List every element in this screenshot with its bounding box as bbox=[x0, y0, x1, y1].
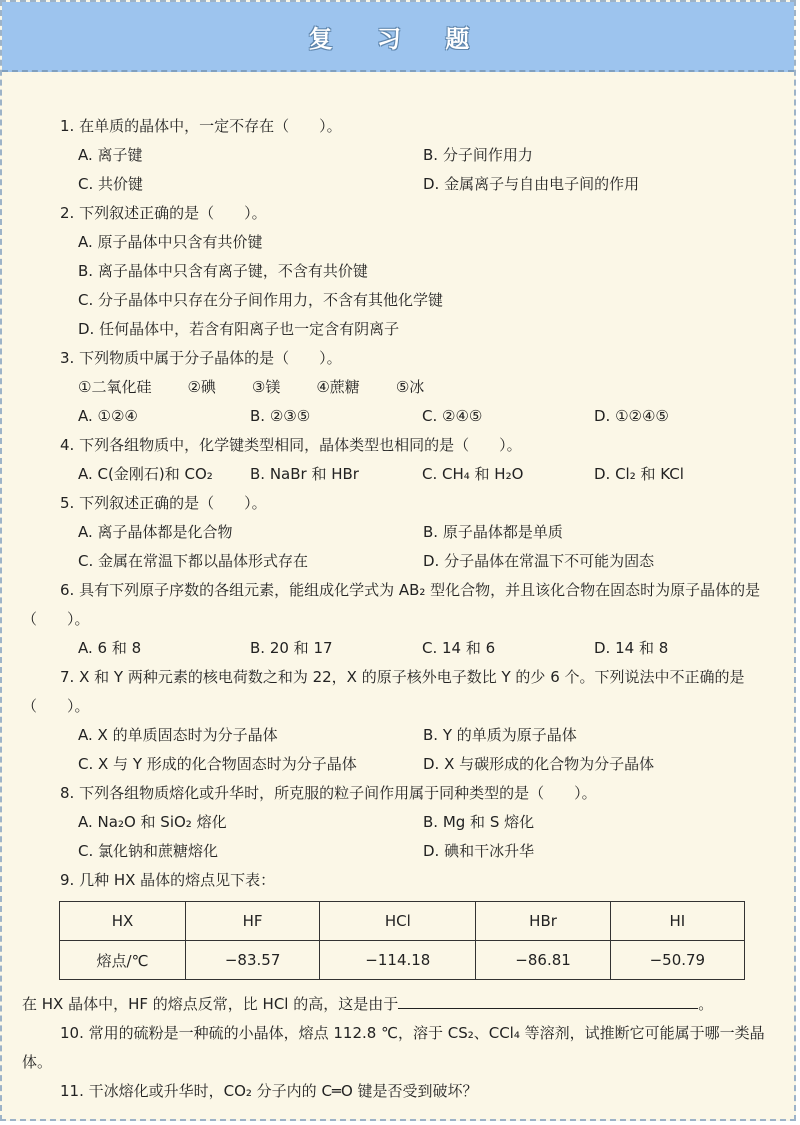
table-cell: −114.18 bbox=[320, 941, 476, 980]
item: ①二氧化硅 bbox=[78, 378, 152, 396]
option: A. 原子晶体中只含有共价键 bbox=[78, 233, 263, 251]
option: B. 原子晶体都是单质 bbox=[423, 523, 563, 541]
option: B. 离子晶体中只含有离子键，不含有共价键 bbox=[78, 262, 368, 280]
option: C. 氯化钠和蔗糖熔化 bbox=[78, 842, 219, 860]
option: B. 20 和 17 bbox=[250, 639, 333, 657]
item: ②碘 bbox=[187, 378, 216, 396]
item: ④蔗糖 bbox=[316, 378, 360, 396]
question-4: 4. 下列各组物质中，化学键类型相同，晶体类型也相同的是（ ）。 bbox=[60, 436, 522, 454]
option: B. NaBr 和 HBr bbox=[250, 465, 359, 483]
option: D. Cl₂ 和 KCl bbox=[594, 465, 684, 483]
question-4-options bbox=[22, 460, 782, 489]
table-cell: HF bbox=[185, 902, 319, 941]
question-7-options bbox=[22, 750, 782, 779]
question-8-options bbox=[22, 808, 782, 837]
question-10: 10. 常用的硫粉是一种硫的小晶体，熔点 112.8 ℃，溶于 CS₂、CCl₄ 等溶剂，试推断它可能属于哪一类晶体。 bbox=[22, 1024, 765, 1071]
option: C. X 与 Y 形成的化合物固态时为分子晶体 bbox=[78, 755, 357, 773]
question-8: 8. 下列各组物质熔化或升华时，所克服的粒子间作用属于同种类型的是（ ）。 bbox=[60, 784, 597, 802]
question-2: 2. 下列叙述正确的是（ ）。 bbox=[60, 204, 267, 222]
question-9-end: 。 bbox=[698, 995, 714, 1013]
title-banner bbox=[2, 2, 794, 72]
question-1-options bbox=[22, 170, 782, 199]
question-3-items bbox=[22, 373, 782, 402]
table-cell: −83.57 bbox=[185, 941, 319, 980]
question-7: 7. X 和 Y 两种元素的核电荷数之和为 22，X 的原子核外电子数比 Y 的少 6 个。下列说法中不正确的是（ ）。 bbox=[22, 668, 745, 715]
question-list bbox=[22, 112, 782, 1106]
question-9-after: 在 HX 晶体中，HF 的熔点反常，比 HCl 的高，这是由于 bbox=[22, 995, 399, 1013]
option: D. 任何晶体中，若含有阳离子也一定含有阴离子 bbox=[78, 320, 400, 338]
question-5-options bbox=[22, 518, 782, 547]
question-3-options bbox=[22, 402, 782, 431]
question-9-followup bbox=[22, 990, 782, 1019]
table-cell: 熔点/℃ bbox=[60, 941, 186, 980]
option: D. ①②④⑤ bbox=[594, 407, 669, 425]
question-6: 6. 具有下列原子序数的各组元素，能组成化学式为 AB₂ 型化合物，并且该化合物在固态时为原子晶体的是（ ）。 bbox=[22, 581, 761, 628]
option: D. 金属离子与自由电子间的作用 bbox=[423, 175, 640, 193]
option: C. 共价键 bbox=[78, 175, 144, 193]
question-5-options bbox=[22, 547, 782, 576]
option: D. 14 和 8 bbox=[594, 639, 669, 657]
option: D. X 与碳形成的化合物为分子晶体 bbox=[423, 755, 655, 773]
option: C. ②④⑤ bbox=[422, 407, 483, 425]
table-header-row bbox=[60, 902, 745, 941]
option: A. ①②④ bbox=[78, 407, 138, 425]
option: B. Y 的单质为原子晶体 bbox=[423, 726, 577, 744]
option: A. C(金刚石)和 CO₂ bbox=[78, 465, 213, 483]
page-title: 复 习 题 bbox=[308, 24, 488, 53]
table-cell: HBr bbox=[476, 902, 610, 941]
option: A. 离子键 bbox=[78, 146, 143, 164]
item: ⑤冰 bbox=[395, 378, 425, 396]
answer-blank[interactable] bbox=[398, 992, 698, 1009]
option: D. 分子晶体在常温下不可能为固态 bbox=[423, 552, 655, 570]
option: C. 14 和 6 bbox=[422, 639, 496, 657]
option: D. 碘和干冰升华 bbox=[423, 842, 535, 860]
option: B. Mg 和 S 熔化 bbox=[423, 813, 535, 831]
question-3: 3. 下列物质中属于分子晶体的是（ ）。 bbox=[60, 349, 342, 367]
option: B. 分子间作用力 bbox=[423, 146, 533, 164]
question-5: 5. 下列叙述正确的是（ ）。 bbox=[60, 494, 267, 512]
option: C. CH₄ 和 H₂O bbox=[422, 465, 524, 483]
table-cell: HX bbox=[60, 902, 186, 941]
item: ③镁 bbox=[251, 378, 281, 396]
option: B. ②③⑤ bbox=[250, 407, 311, 425]
option: A. 6 和 8 bbox=[78, 639, 142, 657]
option: C. 分子晶体中只存在分子间作用力，不含有其他化学键 bbox=[78, 291, 444, 309]
question-1: 1. 在单质的晶体中，一定不存在（ ）。 bbox=[60, 117, 342, 135]
table-cell: HCl bbox=[320, 902, 476, 941]
option: A. Na₂O 和 SiO₂ 熔化 bbox=[78, 813, 227, 831]
table-cell: −50.79 bbox=[610, 941, 744, 980]
question-11: 11. 干冰熔化或升华时，CO₂ 分子内的 C═O 键是否受到破坏？ bbox=[60, 1082, 478, 1100]
question-6-options bbox=[22, 634, 782, 663]
option: C. 金属在常温下都以晶体形式存在 bbox=[78, 552, 309, 570]
table-cell: −86.81 bbox=[476, 941, 610, 980]
question-8-options bbox=[22, 837, 782, 866]
table-cell: HI bbox=[610, 902, 744, 941]
option: A. X 的单质固态时为分子晶体 bbox=[78, 726, 278, 744]
question-1-options bbox=[22, 141, 782, 170]
melting-point-table bbox=[59, 901, 745, 980]
question-9: 9. 几种 HX 晶体的熔点见下表： bbox=[60, 871, 276, 889]
table-row bbox=[60, 941, 745, 980]
option: A. 离子晶体都是化合物 bbox=[78, 523, 233, 541]
question-7-options bbox=[22, 721, 782, 750]
